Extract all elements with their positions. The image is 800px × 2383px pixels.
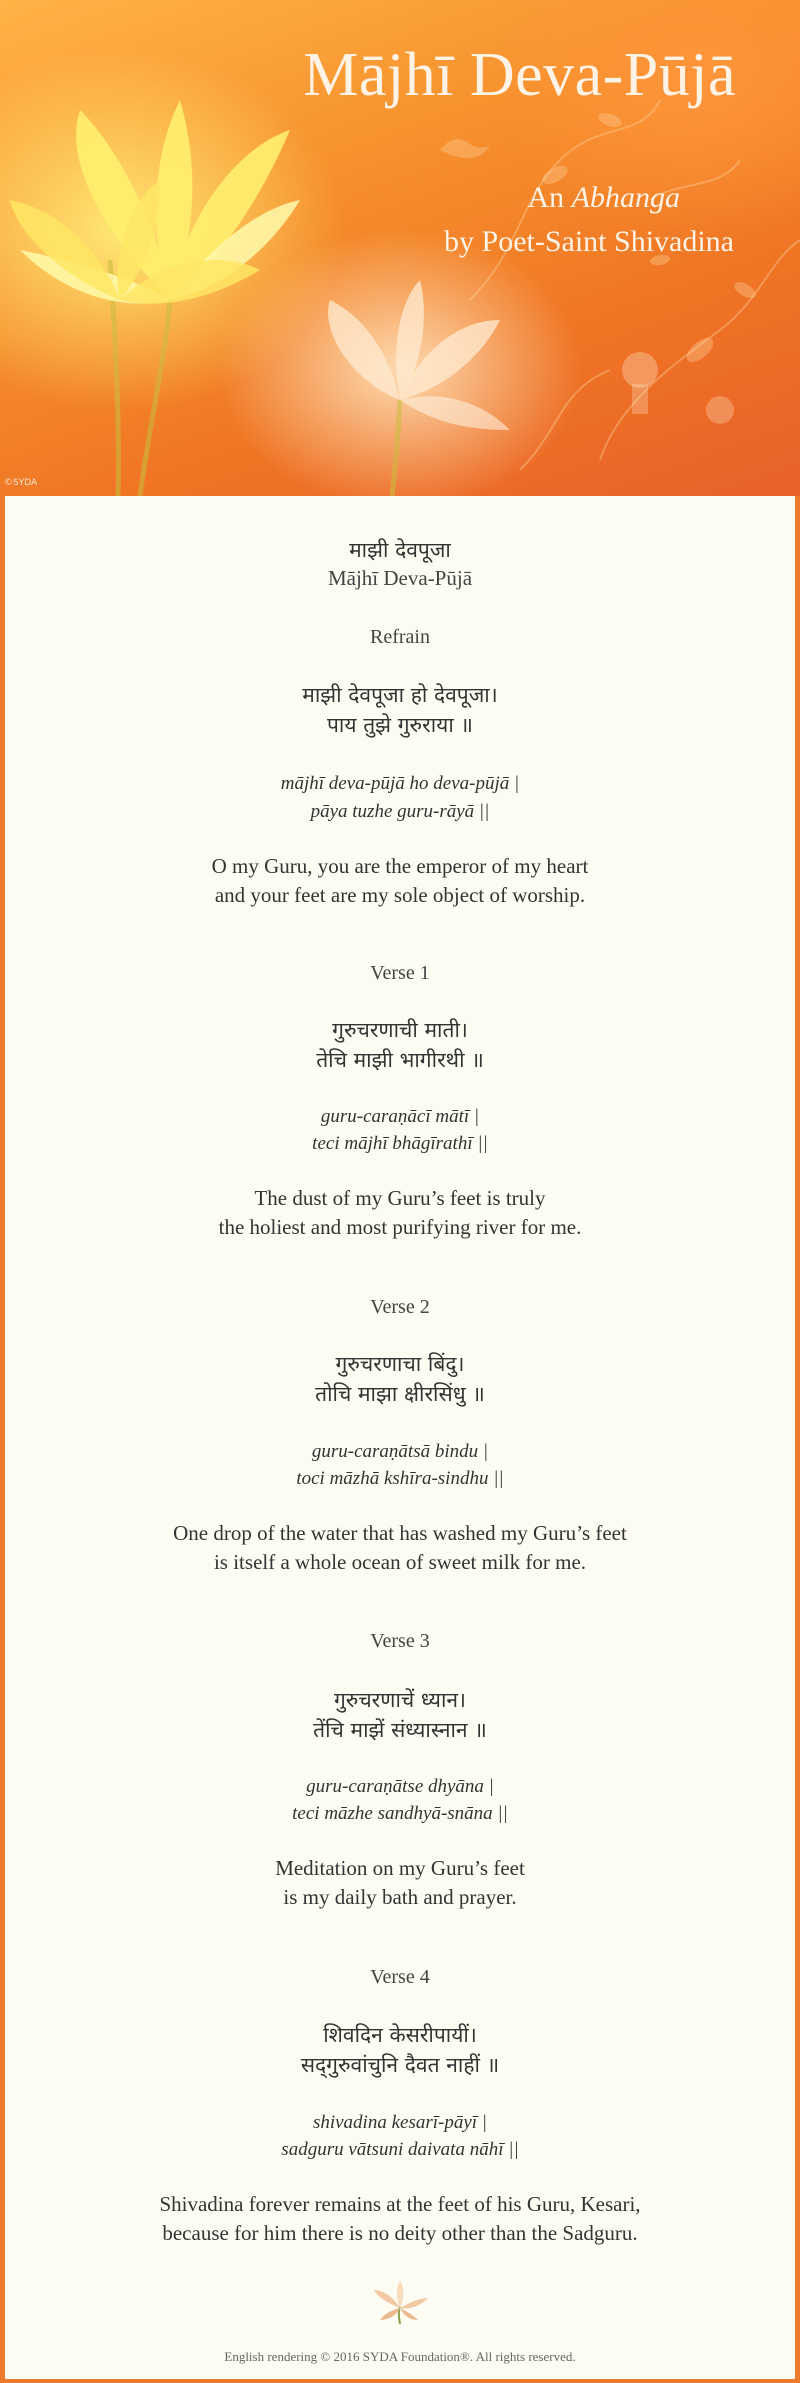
verse-2-transliteration-line: toci māzhā kshīra-sindhu || <box>296 1468 504 1489</box>
verse-1-translation-line: the holiest and most purifying river for me. <box>218 1215 582 1239</box>
verse-3-transliteration-line: guru-caraṇātse dhyāna | <box>306 1776 494 1797</box>
poem-title-roman: Mājhī Deva-Pūjā <box>327 566 473 590</box>
verse-1-devanagari-line: तेचि माझी भागीरथी ॥ <box>316 1048 484 1072</box>
verse-4-devanagari-line: शिवदिन केसरीपायीं। <box>323 2023 477 2047</box>
refrain-devanagari-line: पाय तुझे गुरुराया ॥ <box>326 713 474 737</box>
verse-4-transliteration-line: sadguru vātsuni daivata nāhī || <box>281 2139 519 2160</box>
banner-title: Mājhī Deva-Pūjā <box>303 41 736 109</box>
poem-title-devanagari: माझी देवपूजा <box>349 538 451 562</box>
header-banner <box>0 0 800 496</box>
verse-4-devanagari-line: सद्‌गुरुवांचुनि दैवत नाहीं ॥ <box>300 2053 500 2077</box>
verse-4-translation-line: because for him there is no deity other than the Sadguru. <box>162 2221 638 2245</box>
refrain-transliteration-line: pāya tuzhe guru-rāyā || <box>310 801 490 822</box>
verse-1-translation-line: The dust of my Guru’s feet is truly <box>254 1186 546 1210</box>
verse-3-devanagari-line: तेंचि माझें संध्यास्नान ॥ <box>313 1718 487 1742</box>
verse-3-heading: Verse 3 <box>370 1630 430 1652</box>
image-copyright-tag: ©SYDA <box>4 478 38 488</box>
verse-1-devanagari-line: गुरुचरणाची माती। <box>332 1018 468 1042</box>
verse-3-devanagari-line: गुरुचरणाचें ध्यान। <box>333 1688 467 1712</box>
verse-3-translation-line: Meditation on my Guru’s feet <box>275 1856 525 1880</box>
verse-4-heading: Verse 4 <box>370 1966 430 1988</box>
refrain-translation-line: O my Guru, you are the emperor of my heart <box>211 854 589 878</box>
refrain-heading: Refrain <box>370 626 430 648</box>
refrain-devanagari-line: माझी देवपूजा हो देवपूजा। <box>302 683 498 707</box>
verse-2-translation-line: One drop of the water that has washed my Guru’s feet <box>173 1521 627 1545</box>
verse-1-transliteration-line: guru-caraṇācī mātī | <box>320 1106 480 1127</box>
verse-1-transliteration-line: teci mājhī bhāgīrathī || <box>312 1133 488 1154</box>
refrain-translation-line: and your feet are my sole object of worship. <box>214 883 586 907</box>
verse-2-translation-line: is itself a whole ocean of sweet milk for me. <box>213 1550 587 1574</box>
verse-4-translation-line: Shivadina forever remains at the feet of his Guru, Kesari, <box>159 2192 641 2216</box>
banner-subtitle-line2: by Poet-Saint Shivadina <box>444 225 734 258</box>
verse-2-devanagari-line: गुरुचरणाचा बिंदु। <box>335 1352 465 1376</box>
verse-2-heading: Verse 2 <box>370 1296 430 1318</box>
refrain-transliteration-line: mājhī deva-pūjā ho deva-pūjā | <box>280 773 520 794</box>
verse-4-transliteration-line: shivadina kesarī-pāyī | <box>312 2112 488 2133</box>
subtitle-prefix: An <box>527 181 572 214</box>
poem-panel <box>5 496 795 2379</box>
banner-subtitle <box>444 176 734 264</box>
verse-2-devanagari-line: तोचि माझा क्षीरसिंधु ॥ <box>315 1382 485 1406</box>
verse-3-transliteration-line: teci māzhe sandhyā-snāna || <box>292 1803 508 1824</box>
flower-ornament-icon <box>370 2278 430 2328</box>
verse-3-translation-line: is my daily bath and prayer. <box>283 1885 517 1909</box>
verse-2-transliteration-line: guru-caraṇātsā bindu | <box>311 1441 489 1462</box>
subtitle-italic-word: Abhanga <box>571 181 680 214</box>
banner-subtitle-line1 <box>444 176 680 220</box>
verse-1-heading: Verse 1 <box>370 962 430 984</box>
footer-copyright-note: English rendering © 2016 SYDA Foundation®. All rights reserved. <box>224 2349 576 2364</box>
poem-content <box>5 496 795 2379</box>
